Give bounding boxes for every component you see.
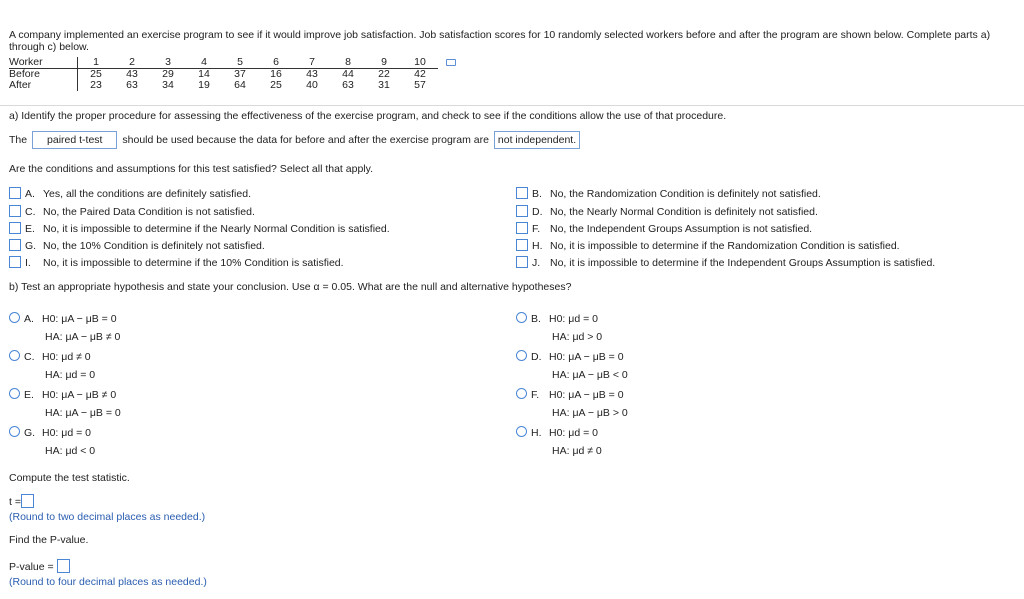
- checkbox[interactable]: [9, 239, 21, 251]
- radio-button[interactable]: [516, 350, 527, 361]
- checkbox[interactable]: [9, 222, 21, 234]
- t-stat-row: t =: [9, 494, 34, 508]
- radio-button[interactable]: [9, 426, 20, 437]
- checkbox-option-a[interactable]: A. Yes, all the conditions are definitely satisfied.: [9, 187, 251, 200]
- row-label: After: [9, 80, 78, 91]
- radio-option-f[interactable]: F. H0: μA − μB = 0 HA: μA − μB > 0: [516, 386, 628, 422]
- checkbox[interactable]: [9, 256, 21, 268]
- row-label: Worker: [9, 57, 78, 69]
- part-a-sentence: The paired t-test should be used because the data for before and after the exercise program are not independent.: [9, 131, 582, 149]
- p-value-input[interactable]: [57, 559, 70, 573]
- radio-button[interactable]: [9, 388, 20, 399]
- section-divider: [0, 105, 1024, 106]
- before-row: Before 25 43 29 14 37 16 43 44 22 42: [9, 68, 426, 80]
- procedure-dropdown[interactable]: paired t-test: [32, 131, 117, 149]
- checkbox-option-b[interactable]: B. No, the Randomization Condition is definitely not satisfied.: [516, 187, 821, 200]
- checkbox-option-c[interactable]: C. No, the Paired Data Condition is not satisfied.: [9, 205, 255, 218]
- checkbox[interactable]: [516, 256, 528, 268]
- copy-table-icon[interactable]: [438, 57, 460, 69]
- part-a-prompt: a) Identify the proper procedure for assessing the effectiveness of the exercise program, and check to see if the conditions allow the use of that procedure.: [9, 110, 727, 122]
- radio-button[interactable]: [9, 350, 20, 361]
- checkbox[interactable]: [516, 205, 528, 217]
- t-stat-input[interactable]: [21, 494, 34, 508]
- checkbox[interactable]: [516, 222, 528, 234]
- radio-button[interactable]: [516, 388, 527, 399]
- radio-button[interactable]: [516, 312, 527, 323]
- checkbox-option-j[interactable]: J. No, it is impossible to determine if the Independent Groups Assumption is satisfied.: [516, 256, 935, 269]
- t-round-note: (Round to two decimal places as needed.): [9, 511, 206, 523]
- data-table: [9, 57, 460, 91]
- checkbox-option-f[interactable]: F. No, the Independent Groups Assumption is not satisfied.: [516, 222, 812, 235]
- compute-label: Compute the test statistic.: [9, 472, 130, 484]
- checkbox[interactable]: [9, 187, 21, 199]
- checkbox-option-g[interactable]: G. No, the 10% Condition is definitely not satisfied.: [9, 239, 265, 252]
- checkbox-option-h[interactable]: H. No, it is impossible to determine if the Randomization Condition is satisfied.: [516, 239, 900, 252]
- radio-option-a[interactable]: A. H0: μA − μB = 0 HA: μA − μB ≠ 0: [9, 310, 120, 346]
- after-row: After 23 63 34 19 64 25 40 63 31 57: [9, 79, 426, 91]
- p-value-prompt: Find the P-value.: [9, 534, 89, 546]
- conditions-question: Are the conditions and assumptions for this test satisfied? Select all that apply.: [9, 163, 374, 175]
- radio-option-b[interactable]: B. H0: μd = 0 HA: μd > 0: [516, 310, 602, 346]
- problem-intro: A company implemented an exercise program to see if it would improve job satisfaction. Job satisfaction scores for 10 randomly selected workers before and after the program are shown below. Complete parts a) through c) below.: [9, 29, 991, 53]
- row-label: Before: [9, 69, 78, 81]
- radio-button[interactable]: [9, 312, 20, 323]
- radio-option-c[interactable]: C. H0: μd ≠ 0 HA: μd = 0: [9, 348, 95, 384]
- checkbox[interactable]: [516, 187, 528, 199]
- reason-dropdown[interactable]: not independent.: [494, 131, 580, 149]
- checkbox[interactable]: [516, 239, 528, 251]
- radio-button[interactable]: [516, 426, 527, 437]
- p-round-note: (Round to four decimal places as needed.): [9, 576, 207, 588]
- checkbox[interactable]: [9, 205, 21, 217]
- radio-option-d[interactable]: D. H0: μA − μB = 0 HA: μA − μB < 0: [516, 348, 628, 384]
- checkbox-option-e[interactable]: E. No, it is impossible to determine if the Nearly Normal Condition is satisfied.: [9, 222, 390, 235]
- checkbox-option-i[interactable]: I. No, it is impossible to determine if the 10% Condition is satisfied.: [9, 256, 344, 269]
- checkbox-option-d[interactable]: D. No, the Nearly Normal Condition is definitely not satisfied.: [516, 205, 818, 218]
- radio-option-e[interactable]: E. H0: μA − μB ≠ 0 HA: μA − μB = 0: [9, 386, 121, 422]
- radio-option-h[interactable]: H. H0: μd = 0 HA: μd ≠ 0: [516, 424, 602, 460]
- radio-option-g[interactable]: G. H0: μd = 0 HA: μd < 0: [9, 424, 95, 460]
- worker-row: Worker 1 2 3 4 5 6 7 8 9 10: [9, 57, 460, 69]
- part-b-prompt: b) Test an appropriate hypothesis and state your conclusion. Use α = 0.05. What are the null and alternative hypotheses?: [9, 281, 572, 293]
- p-value-row: P-value =: [9, 559, 70, 573]
